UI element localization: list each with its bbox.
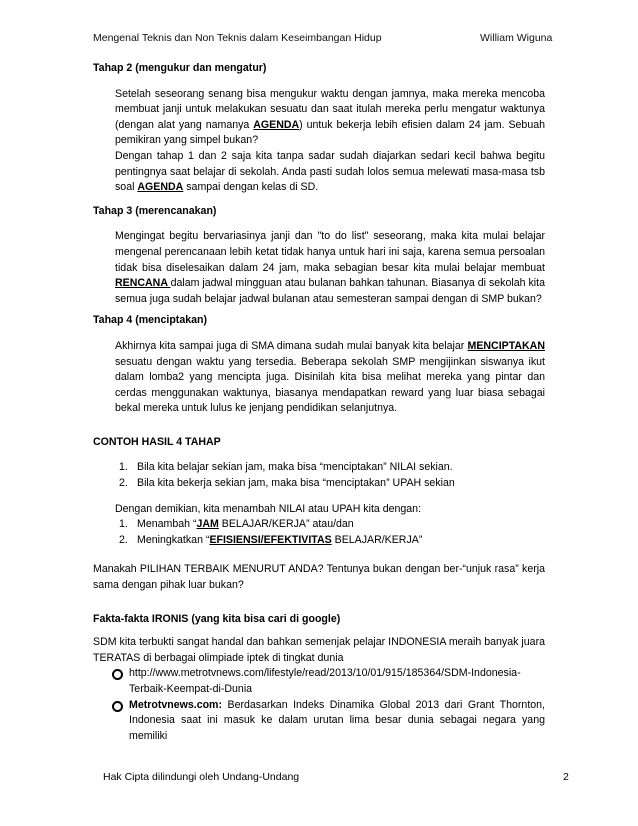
circle-bullet-icon — [112, 669, 123, 680]
text: Menambah “ — [137, 518, 197, 531]
contoh-lead: Dengan demikian, kita menambah NILAI atau UPAH kita dengan: — [115, 502, 422, 515]
footer-copyright: Hak Cipta dilindungi oleh Undang-Undang — [103, 771, 300, 783]
tahap3-heading: Tahap 3 (merencanakan) — [93, 204, 217, 217]
list-text: Bila kita belajar sekian jam, maka bisa “menciptakan” NILAI sekian. — [137, 461, 453, 474]
menciptakan-emphasis: MENCIPTAKAN — [467, 339, 545, 352]
text: BELAJAR/KERJA” atau/dan — [218, 518, 354, 531]
source-name: Metrotvnews.com: — [129, 698, 223, 711]
list-number: 1. — [119, 461, 128, 474]
list-item — [119, 517, 545, 533]
list-number: 2. — [119, 533, 128, 546]
list-item — [93, 698, 545, 745]
jam-emphasis: JAM — [196, 518, 219, 531]
text: Mengingat begitu bervariasinya janji dan "to do list" seseorang, maka kita mulai belajar mengenal perencanaan lebih ketat tidak hanya untuk hari ini saja, karena semua persoalan tidak bisa diselesaikan dalam 24 jam, maka sebagian besar kita mulai belajar membuat — [115, 230, 545, 274]
rencana-emphasis: RENCANA — [115, 277, 171, 290]
tahap3-paragraph — [115, 229, 545, 307]
list-item — [119, 460, 545, 476]
fakta-list — [93, 666, 545, 744]
source-link[interactable]: http://www.metrotvnews.com/lifestyle/read/2013/10/01/915/185364/SDM-Indonesia-Terbaik-Keempat-di-Dunia — [129, 667, 521, 695]
text: Setelah seseorang senang bisa mengukur waktu dengan jamnya, maka mereka mencoba membuat janji untuk melakukan sesuatu dan saat itulah mereka perlu mengatur waktunya (dengan alat yang namanya — [115, 87, 545, 131]
text: sampai dengan kelas di SD. — [183, 181, 319, 194]
list-item — [119, 476, 545, 492]
fakta-heading: Fakta-fakta IRONIS (yang kita bisa cari di google) — [93, 612, 341, 625]
text: Meningkatkan “ — [137, 533, 210, 546]
circle-bullet-icon — [112, 701, 123, 712]
list-number: 1. — [119, 518, 128, 531]
document-body — [93, 61, 545, 744]
agenda-emphasis: AGENDA — [137, 181, 184, 194]
efisiensi-emphasis: EFISIENSI/EFEKTIVITAS — [209, 533, 332, 546]
list-item — [119, 533, 545, 549]
contoh-heading: CONTOH HASIL 4 TAHAP — [93, 435, 221, 448]
tahap2-heading: Tahap 2 (mengukur dan mengatur) — [93, 62, 267, 74]
tahap4-paragraph — [115, 339, 545, 417]
list-number: 2. — [119, 477, 128, 490]
tahap2-paragraph-1 — [115, 87, 545, 149]
page-number: 2 — [563, 771, 569, 783]
agenda-emphasis: AGENDA — [253, 118, 300, 131]
list-text: Bila kita bekerja sekian jam, maka bisa “menciptakan” UPAH sekian — [137, 477, 455, 490]
tahap4-heading: Tahap 4 (menciptakan) — [93, 314, 208, 327]
manakah-paragraph: Manakah PILIHAN TERBAIK MENURUT ANDA? Tentunya bukan dengan ber-“unjuk rasa” kerja sama dengan pihak luar bukan? — [93, 563, 545, 592]
text: BELAJAR/KERJA” — [331, 533, 423, 546]
contoh-list-2 — [115, 517, 545, 548]
text: Berdasarkan Indeks Dinamika Global 2013 dari Grant Thornton, Indonesia saat ini masuk ke dalam urutan lima besar dunia sebagai negara yang memiliki — [129, 698, 545, 742]
tahap2-paragraph-2 — [115, 149, 545, 196]
fakta-intro: SDM kita terbukti sangat handal dan bahkan semenjak pelajar INDONESIA meraih banyak juara TERATAS di berbagai olimpiade iptek di tingkat dunia — [93, 636, 545, 664]
text: ) untuk bekerja lebih efisien dalam 24 jam. Sebuah pemikiran yang simpel bukan? — [115, 118, 545, 147]
text: sesuatu dengan waktu yang tersedia. Beberapa sekolah SMP mengijinkan siswanya ikut dalam lomba2 yang mencipta juga. Disinilah kita bisa melihat mereka yang pintar dan cerdas menggunakan waktunya, biasanya mendapatkan reward yang luar biasa sebagai bekal mereka untuk lulus ke jenjang pendidikan selanjutnya. — [115, 355, 545, 415]
contoh-list — [115, 460, 545, 491]
header-title: Mengenal Teknis dan Non Teknis dalam Keseimbangan Hidup — [93, 32, 382, 44]
text: dalam jadwal mingguan atau bulanan bahkan tahunan. Biasanya di sekolah kita semua juga sudah belajar jadwal bulanan atau semesteran sampai dengan di SMP bukan? — [115, 277, 545, 305]
header-author: William Wiguna — [480, 32, 553, 44]
text: Akhirnya kita sampai juga di SMA dimana sudah mulai banyak kita belajar — [115, 339, 468, 352]
text: Dengan tahap 1 dan 2 saja kita tanpa sadar sudah diajarkan sedari kecil bahwa begitu pentingnya saat belajar di sekolah. Anda pasti sudah lolos semua melewati masa-masa tsb soal — [115, 149, 545, 194]
list-item — [93, 666, 545, 697]
